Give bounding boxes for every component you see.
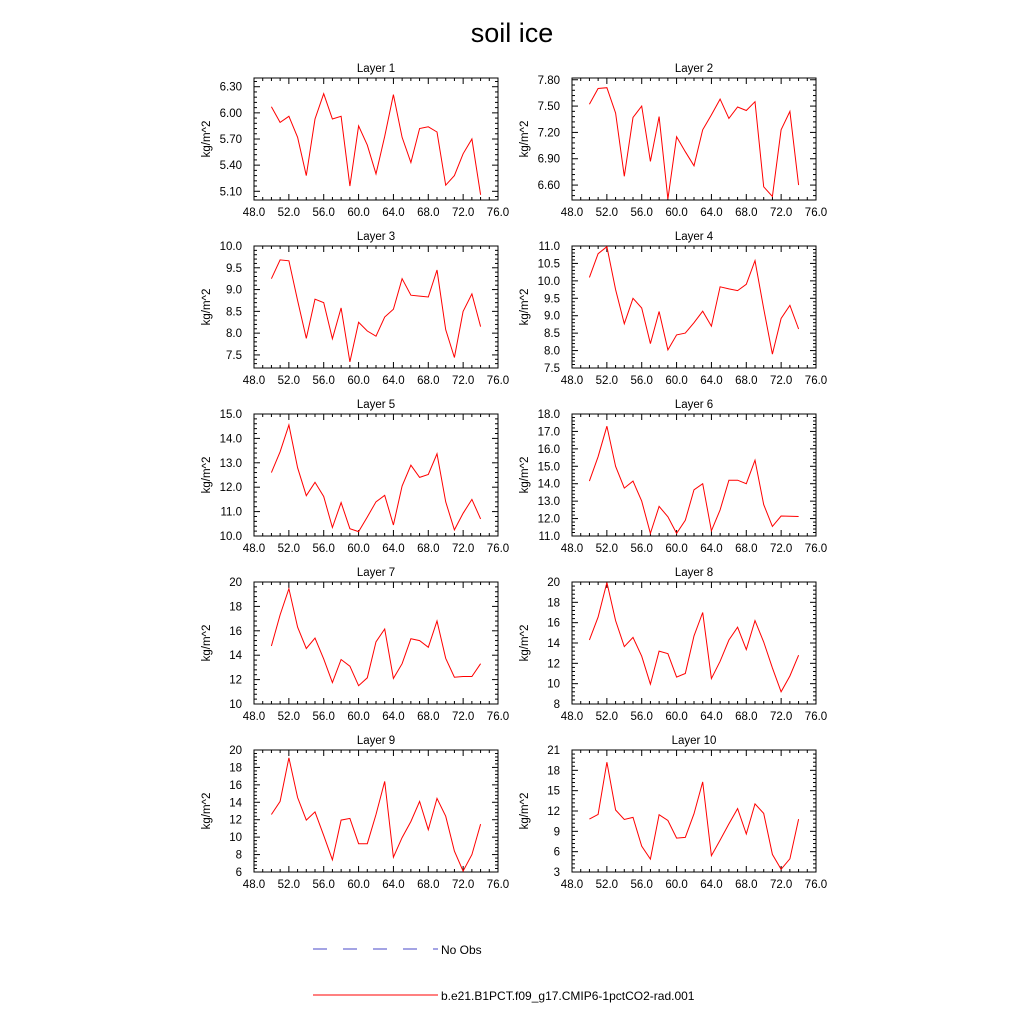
y-tick-label: 7.20 [537, 127, 560, 140]
y-tick-label: 10 [547, 678, 560, 691]
y-tick-label: 8 [553, 699, 560, 711]
panel-6 [519, 399, 827, 555]
y-tick-label: 14 [547, 638, 560, 650]
series-line [271, 425, 480, 532]
panel-5 [201, 399, 509, 555]
y-tick-label: 10 [229, 832, 242, 845]
y-tick-label: 9.0 [226, 284, 242, 297]
x-tick-label: 72.0 [769, 207, 793, 219]
series-line [589, 88, 798, 199]
x-tick-label: 76.0 [804, 543, 828, 555]
plot-frame [254, 750, 498, 872]
y-tick-label: 14.0 [219, 433, 242, 446]
x-tick-label: 72.0 [451, 879, 475, 891]
x-tick-label: 52.0 [595, 543, 619, 555]
x-tick-label: 76.0 [486, 375, 510, 387]
y-tick-label: 13.0 [219, 457, 242, 470]
x-tick-label: 56.0 [630, 879, 653, 891]
x-tick-label: 72.0 [451, 543, 475, 555]
y-tick-label: 6.30 [219, 81, 242, 94]
x-tick-label: 64.0 [700, 207, 723, 219]
y-tick-label: 3 [553, 867, 560, 879]
y-tick-label: 21 [547, 745, 560, 757]
x-tick-label: 60.0 [347, 207, 370, 219]
x-tick-label: 72.0 [769, 543, 793, 555]
y-tick-label: 8.0 [226, 328, 242, 341]
y-tick-label: 6.90 [537, 153, 560, 166]
x-tick-label: 60.0 [665, 375, 688, 387]
x-tick-label: 76.0 [804, 375, 828, 387]
x-tick-label: 64.0 [382, 375, 405, 387]
x-tick-label: 64.0 [382, 711, 405, 723]
plot-frame [254, 246, 498, 368]
x-tick-label: 72.0 [769, 711, 793, 723]
panel-title: Layer 3 [356, 231, 396, 243]
x-tick-label: 76.0 [804, 711, 828, 723]
y-axis-label: kg/m^2 [201, 792, 213, 830]
y-axis-label: kg/m^2 [519, 288, 531, 326]
panel-3 [201, 231, 509, 387]
plot-frame [572, 750, 816, 872]
y-tick-label: 7.80 [537, 74, 560, 87]
x-tick-label: 48.0 [242, 879, 266, 891]
x-tick-label: 48.0 [560, 375, 584, 387]
x-tick-label: 60.0 [347, 711, 370, 723]
panel-title: Layer 9 [356, 735, 396, 747]
x-tick-label: 64.0 [382, 543, 405, 555]
x-tick-label: 64.0 [700, 879, 723, 891]
x-tick-label: 48.0 [560, 543, 584, 555]
y-tick-label: 6.00 [219, 107, 242, 120]
y-tick-label: 20 [229, 745, 242, 757]
x-tick-label: 48.0 [242, 543, 266, 555]
x-tick-label: 60.0 [665, 711, 688, 723]
y-tick-label: 12 [547, 658, 560, 671]
panel-title: Layer 4 [674, 231, 714, 243]
x-tick-label: 68.0 [735, 207, 758, 219]
x-tick-label: 60.0 [347, 375, 370, 387]
plot-frame [254, 78, 498, 200]
y-tick-label: 13.0 [537, 496, 560, 509]
x-tick-label: 60.0 [347, 543, 370, 555]
y-tick-label: 20 [547, 577, 560, 589]
x-tick-label: 52.0 [277, 375, 301, 387]
legend-label-model: b.e21.B1PCT.f09_g17.CMIP6-1pctCO2-rad.001 [441, 989, 695, 1003]
y-tick-label: 16 [547, 617, 560, 630]
panel-title: Layer 6 [674, 399, 714, 411]
y-tick-label: 10.0 [219, 241, 242, 253]
series-line [589, 583, 798, 692]
x-tick-label: 52.0 [595, 879, 619, 891]
x-tick-label: 52.0 [277, 879, 301, 891]
x-tick-label: 52.0 [595, 375, 619, 387]
x-tick-label: 56.0 [312, 207, 335, 219]
x-tick-label: 64.0 [382, 879, 405, 891]
y-tick-label: 12 [229, 814, 242, 827]
y-tick-label: 9 [553, 826, 560, 839]
y-tick-label: 16 [229, 779, 242, 792]
y-tick-label: 8.0 [544, 345, 560, 358]
x-tick-label: 68.0 [417, 711, 440, 723]
y-tick-label: 5.40 [219, 160, 242, 173]
x-tick-label: 68.0 [417, 543, 440, 555]
x-tick-label: 56.0 [312, 375, 335, 387]
y-tick-label: 17.0 [537, 426, 560, 439]
x-tick-label: 76.0 [804, 879, 828, 891]
y-tick-label: 18 [547, 597, 560, 610]
panel-9 [201, 735, 509, 891]
y-tick-label: 12 [229, 674, 242, 687]
y-tick-label: 11.0 [538, 531, 560, 543]
y-tick-label: 10.5 [537, 258, 560, 271]
x-tick-label: 68.0 [735, 711, 758, 723]
panel-10 [519, 735, 827, 891]
panel-8 [519, 567, 827, 723]
y-tick-label: 15 [547, 785, 560, 798]
y-tick-label: 18 [547, 765, 560, 778]
y-tick-label: 18.0 [537, 409, 560, 421]
y-tick-label: 12.0 [537, 513, 560, 526]
panel-title: Layer 5 [356, 399, 396, 411]
series-line [589, 762, 798, 869]
y-tick-label: 18 [229, 762, 242, 775]
y-axis-label: kg/m^2 [201, 120, 213, 158]
x-tick-label: 68.0 [735, 375, 758, 387]
y-tick-label: 11.0 [538, 241, 560, 253]
x-tick-label: 68.0 [735, 879, 758, 891]
x-tick-label: 68.0 [735, 543, 758, 555]
y-tick-label: 12.0 [219, 482, 242, 495]
x-tick-label: 48.0 [242, 375, 266, 387]
x-tick-label: 48.0 [560, 207, 584, 219]
series-line [271, 589, 480, 686]
x-tick-label: 60.0 [665, 879, 688, 891]
panel-title: Layer 8 [674, 567, 714, 579]
x-tick-label: 56.0 [630, 543, 653, 555]
x-tick-label: 52.0 [595, 207, 619, 219]
x-tick-label: 64.0 [382, 207, 405, 219]
panel-4 [519, 231, 827, 387]
x-tick-label: 56.0 [630, 207, 653, 219]
x-tick-label: 68.0 [417, 207, 440, 219]
x-tick-label: 56.0 [630, 711, 653, 723]
y-tick-label: 6.60 [537, 180, 560, 193]
x-tick-label: 48.0 [560, 879, 584, 891]
y-tick-label: 5.70 [219, 134, 242, 146]
panel-1 [201, 63, 509, 219]
x-tick-label: 64.0 [700, 711, 723, 723]
x-tick-label: 56.0 [312, 711, 335, 723]
panel-7 [201, 567, 509, 723]
y-tick-label: 8.5 [226, 306, 242, 319]
y-tick-label: 15.0 [537, 461, 560, 474]
y-tick-label: 10 [229, 699, 242, 711]
series-line [271, 260, 480, 362]
y-tick-label: 5.10 [219, 186, 242, 199]
x-tick-label: 48.0 [242, 711, 266, 723]
x-tick-label: 76.0 [486, 879, 510, 891]
y-axis-label: kg/m^2 [519, 624, 531, 662]
x-tick-label: 76.0 [486, 543, 510, 555]
y-tick-label: 10.0 [219, 531, 242, 543]
x-tick-label: 56.0 [312, 879, 335, 891]
y-axis-label: kg/m^2 [519, 120, 531, 158]
panel-title: Layer 7 [356, 567, 396, 579]
panel-2 [519, 63, 827, 219]
x-tick-label: 56.0 [312, 543, 335, 555]
legend-label-no-obs: No Obs [441, 943, 482, 957]
x-tick-label: 72.0 [451, 711, 475, 723]
series-line [271, 758, 480, 871]
x-tick-label: 76.0 [804, 207, 828, 219]
x-tick-label: 60.0 [665, 207, 688, 219]
series-line [589, 247, 798, 354]
x-tick-label: 64.0 [700, 543, 723, 555]
y-axis-label: kg/m^2 [519, 792, 531, 830]
x-tick-label: 68.0 [417, 375, 440, 387]
x-tick-label: 60.0 [347, 879, 370, 891]
x-tick-label: 76.0 [486, 711, 510, 723]
x-tick-label: 60.0 [665, 543, 688, 555]
y-tick-label: 14 [229, 797, 242, 810]
y-tick-label: 12 [547, 806, 560, 818]
plot-frame [572, 246, 816, 368]
y-axis-label: kg/m^2 [201, 624, 213, 662]
x-tick-label: 52.0 [277, 711, 301, 723]
y-tick-label: 8 [235, 849, 242, 862]
x-tick-label: 64.0 [700, 375, 723, 387]
y-tick-label: 9.5 [226, 262, 242, 275]
y-tick-label: 16.0 [537, 443, 560, 456]
legend [313, 943, 695, 1003]
y-tick-label: 14.0 [537, 478, 560, 491]
y-tick-label: 6 [553, 846, 560, 859]
y-tick-label: 7.5 [226, 349, 242, 362]
x-tick-label: 68.0 [417, 879, 440, 891]
y-tick-label: 11.0 [220, 506, 242, 519]
y-tick-label: 16 [229, 625, 242, 638]
y-tick-label: 7.5 [544, 363, 560, 375]
y-tick-label: 8.5 [544, 328, 560, 341]
x-tick-label: 48.0 [560, 711, 584, 723]
series-line [589, 426, 798, 533]
y-axis-label: kg/m^2 [201, 456, 213, 494]
panel-title: Layer 10 [671, 735, 717, 747]
y-axis-label: kg/m^2 [201, 288, 213, 326]
x-tick-label: 72.0 [451, 207, 475, 219]
y-tick-label: 14 [229, 650, 242, 663]
y-tick-label: 6 [235, 867, 242, 879]
main-title: soil ice [470, 18, 554, 48]
y-tick-label: 9.5 [544, 293, 560, 306]
y-tick-label: 9.0 [544, 310, 560, 323]
y-tick-label: 15.0 [219, 409, 242, 421]
y-tick-label: 10.0 [537, 275, 560, 288]
panel-title: Layer 2 [674, 63, 714, 75]
x-tick-label: 72.0 [769, 375, 793, 387]
y-tick-label: 20 [229, 577, 242, 589]
panel-title: Layer 1 [356, 63, 396, 75]
y-axis-label: kg/m^2 [519, 456, 531, 494]
x-tick-label: 52.0 [277, 207, 301, 219]
x-tick-label: 76.0 [486, 207, 510, 219]
panels [201, 63, 827, 891]
x-tick-label: 72.0 [769, 879, 793, 891]
x-tick-label: 56.0 [630, 375, 653, 387]
x-tick-label: 52.0 [277, 543, 301, 555]
x-tick-label: 52.0 [595, 711, 619, 723]
x-tick-label: 72.0 [451, 375, 475, 387]
y-tick-label: 18 [229, 601, 242, 614]
series-line [271, 94, 480, 195]
x-tick-label: 48.0 [242, 207, 266, 219]
y-tick-label: 7.50 [537, 101, 560, 114]
